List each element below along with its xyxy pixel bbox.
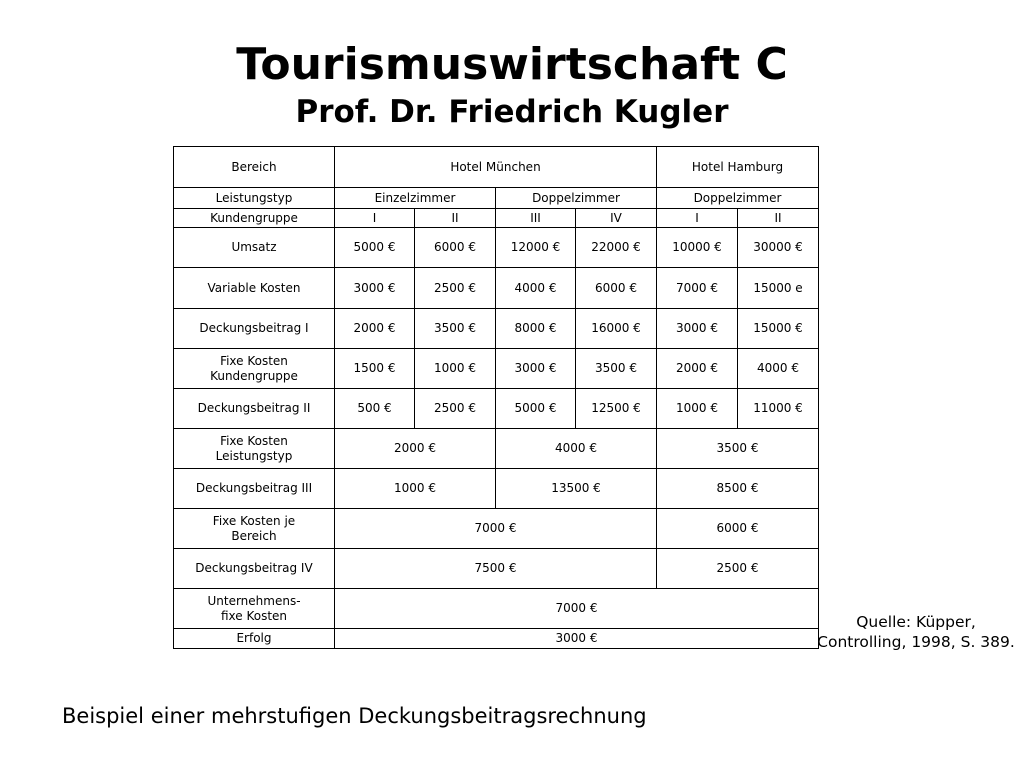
source-line: Controlling, 1998, S. 389. xyxy=(817,633,1015,651)
table-cell: 4000 € xyxy=(738,349,819,389)
contribution-margin-table xyxy=(173,146,819,649)
table-row-fixe-kosten-bereich xyxy=(174,509,819,549)
table-cell: 3000 € xyxy=(657,309,738,349)
table-cell: 7000 € xyxy=(335,589,819,629)
page-subtitle: Prof. Dr. Friedrich Kugler xyxy=(295,94,729,130)
cell-hotel-hamburg: Hotel Hamburg xyxy=(657,147,819,188)
table-cell: Doppelzimmer xyxy=(657,188,819,209)
table-cell: II xyxy=(415,209,496,228)
table-cell: IV xyxy=(576,209,657,228)
row-label-line: Bereich xyxy=(231,528,277,543)
table-cell: III xyxy=(496,209,576,228)
row-label-leistungstyp: Leistungstyp xyxy=(174,188,335,209)
table-row-bereich xyxy=(174,147,819,188)
table-cell: 3000 € xyxy=(335,268,415,309)
table-cell: 2000 € xyxy=(335,309,415,349)
table-cell: 1000 € xyxy=(415,349,496,389)
table-cell: 1000 € xyxy=(657,389,738,429)
table-cell: 1000 € xyxy=(335,469,496,509)
table-cell: 12500 € xyxy=(576,389,657,429)
row-label-fixe-kosten-leistungstyp xyxy=(174,429,335,469)
table-cell: 7500 € xyxy=(335,549,657,589)
table-cell: 12000 € xyxy=(496,228,576,268)
row-label-fixe-kosten-kundengruppe xyxy=(174,349,335,389)
row-label-deckungsbeitrag-1: Deckungsbeitrag I xyxy=(174,309,335,349)
table-cell: 3000 € xyxy=(496,349,576,389)
table-cell: 22000 € xyxy=(576,228,657,268)
table-cell: 2500 € xyxy=(657,549,819,589)
table-row-fixe-kosten-leistungstyp xyxy=(174,429,819,469)
slide-caption: Beispiel einer mehrstufigen Deckungsbeitragsrechnung xyxy=(62,704,647,728)
table-row-variable-kosten xyxy=(174,268,819,309)
table-cell: 11000 € xyxy=(738,389,819,429)
table-cell: 15000 € xyxy=(738,309,819,349)
row-label-unternehmensfixe-kosten xyxy=(174,589,335,629)
table-cell: 8500 € xyxy=(657,469,819,509)
table-row-umsatz xyxy=(174,228,819,268)
row-label-erfolg: Erfolg xyxy=(174,629,335,649)
table-cell: 2000 € xyxy=(335,429,496,469)
row-label-line: fixe Kosten xyxy=(220,608,288,623)
row-label-kundengruppe: Kundengruppe xyxy=(174,209,335,228)
table-cell: 6000 € xyxy=(576,268,657,309)
table-cell: 4000 € xyxy=(496,429,657,469)
table-cell: 7000 € xyxy=(335,509,657,549)
table-cell: I xyxy=(657,209,738,228)
table-cell: 3500 € xyxy=(576,349,657,389)
table-cell: Doppelzimmer xyxy=(496,188,657,209)
table-cell: 3000 € xyxy=(335,629,819,649)
table-cell: 4000 € xyxy=(496,268,576,309)
row-label-line: Fixe Kosten je xyxy=(212,513,296,528)
row-label-deckungsbeitrag-4: Deckungsbeitrag IV xyxy=(174,549,335,589)
table-cell: 6000 € xyxy=(657,509,819,549)
page-title: Tourismuswirtschaft C xyxy=(236,39,788,90)
row-label-bereich: Bereich xyxy=(174,147,335,188)
table-cell: 3500 € xyxy=(657,429,819,469)
row-label-deckungsbeitrag-2: Deckungsbeitrag II xyxy=(174,389,335,429)
table-cell: 5000 € xyxy=(496,389,576,429)
table-cell: 1500 € xyxy=(335,349,415,389)
table-row-fixe-kosten-kundengruppe xyxy=(174,349,819,389)
row-label-line: Fixe Kosten xyxy=(220,353,288,368)
table-row-deckungsbeitrag-2 xyxy=(174,389,819,429)
table-cell: 15000 e xyxy=(738,268,819,309)
table-cell: 2500 € xyxy=(415,268,496,309)
table-cell: 3500 € xyxy=(415,309,496,349)
row-label-umsatz: Umsatz xyxy=(174,228,335,268)
table-cell: 2500 € xyxy=(415,389,496,429)
row-label-fixe-kosten-bereich xyxy=(174,509,335,549)
table-cell: 10000 € xyxy=(657,228,738,268)
table-cell: 16000 € xyxy=(576,309,657,349)
table-cell: 5000 € xyxy=(335,228,415,268)
table-cell: Einzelzimmer xyxy=(335,188,496,209)
table-row-deckungsbeitrag-3 xyxy=(174,469,819,509)
source-citation xyxy=(816,612,1016,652)
table-cell: I xyxy=(335,209,415,228)
table-cell: 500 € xyxy=(335,389,415,429)
table-row-kundengruppe xyxy=(174,209,819,228)
table-cell: 7000 € xyxy=(657,268,738,309)
row-label-variable-kosten: Variable Kosten xyxy=(174,268,335,309)
row-label-deckungsbeitrag-3: Deckungsbeitrag III xyxy=(174,469,335,509)
row-label-line: Kundengruppe xyxy=(210,368,298,383)
table-row-unternehmensfixe-kosten xyxy=(174,589,819,629)
table-row-erfolg xyxy=(174,629,819,649)
table-row-deckungsbeitrag-1 xyxy=(174,309,819,349)
row-label-line: Unternehmens- xyxy=(207,593,301,608)
source-line: Quelle: Küpper, xyxy=(856,613,976,631)
cell-hotel-muenchen: Hotel München xyxy=(335,147,657,188)
table-cell: 13500 € xyxy=(496,469,657,509)
table-cell: II xyxy=(738,209,819,228)
row-label-line: Leistungstyp xyxy=(215,448,293,463)
row-label-line: Fixe Kosten xyxy=(220,433,288,448)
table-cell: 8000 € xyxy=(496,309,576,349)
table-cell: 30000 € xyxy=(738,228,819,268)
table-cell: 6000 € xyxy=(415,228,496,268)
table-row-leistungstyp xyxy=(174,188,819,209)
table-row-deckungsbeitrag-4 xyxy=(174,549,819,589)
table-cell: 2000 € xyxy=(657,349,738,389)
